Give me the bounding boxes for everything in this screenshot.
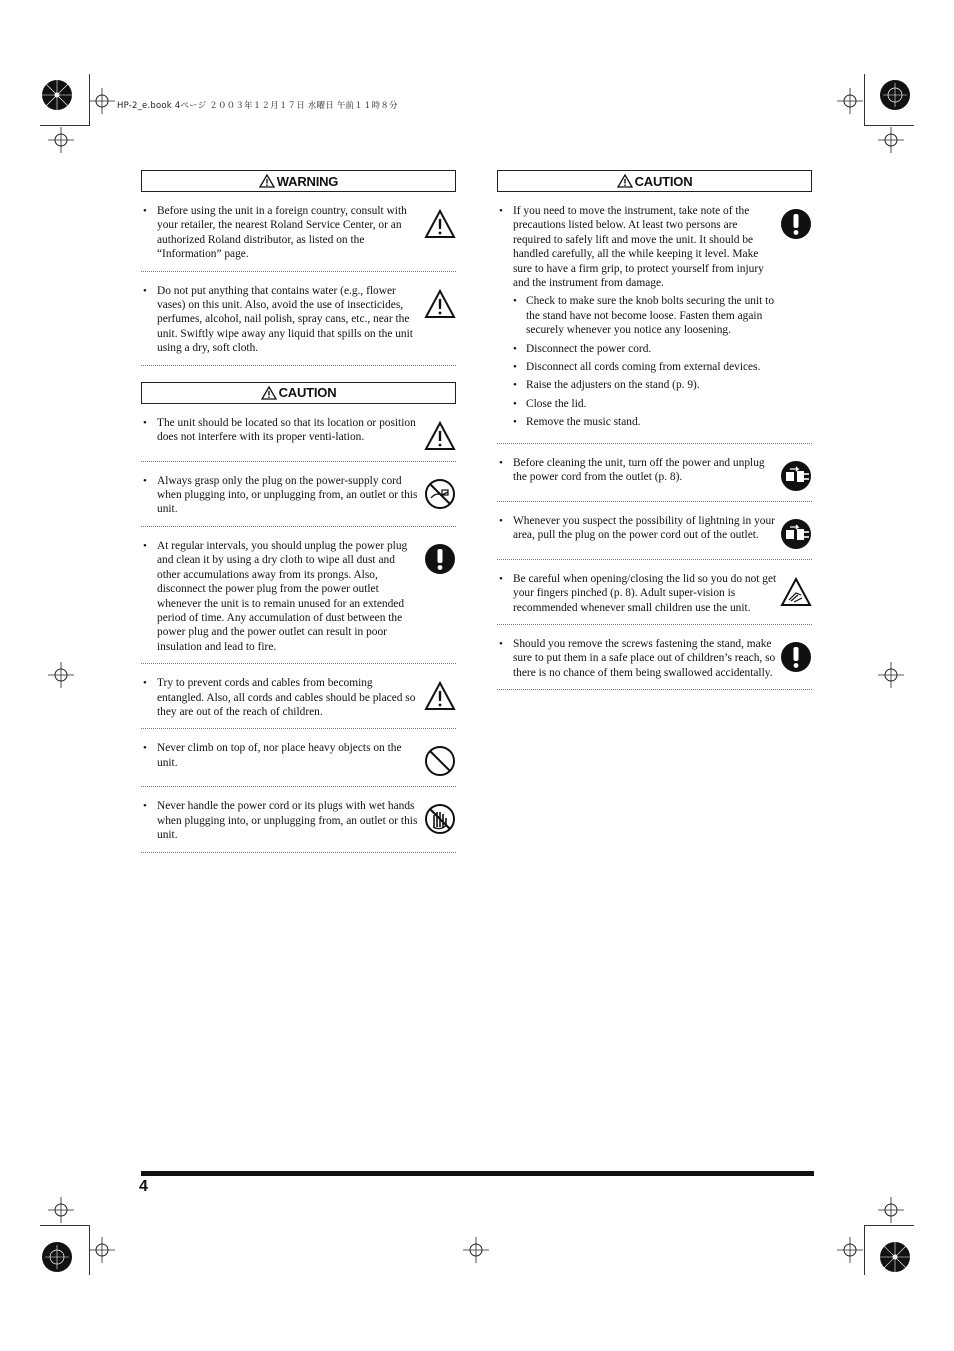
list-item: [497, 560, 812, 625]
registration-mark-icon: [878, 78, 912, 112]
list-item: [141, 787, 456, 852]
no-wet-hands-icon: [424, 803, 456, 835]
registration-mark-icon: [40, 1240, 74, 1274]
list-item: [141, 527, 456, 664]
registration-mark-icon: [878, 1240, 912, 1274]
list-item: [141, 192, 456, 272]
crosshair-mark-icon: [878, 127, 904, 153]
caution-heading-label: CAUTION: [634, 173, 693, 189]
warning-triangle-icon: [424, 288, 456, 320]
checklist-item: • Close the lid.: [513, 397, 777, 411]
trim-line: [89, 1225, 90, 1275]
item-text: • Do not put anything that contains water (e.g., flower vases) on this unit. Also, avoid the use of insecticides, perfumes, alcohol, nail polish, spray cans, etc., near the unit. Swiftly wipe away any liquid that spills on the unit using a dry, soft cloth.: [157, 284, 421, 356]
list-item: [497, 625, 812, 690]
crosshair-mark-icon: [89, 88, 115, 114]
unplug-icon: [780, 460, 812, 492]
checklist-item: • Remove the music stand.: [513, 415, 777, 429]
item-text: • The unit should be located so that its location or position does not interfere with its proper venti-lation.: [157, 416, 421, 445]
crosshair-mark-icon: [837, 1237, 863, 1263]
footer-rule: [141, 1171, 814, 1176]
trim-line: [40, 1225, 90, 1226]
exclamation-icon: [780, 641, 812, 673]
checklist-item: • Disconnect the power cord.: [513, 342, 777, 356]
list-item: [141, 664, 456, 729]
crosshair-mark-icon: [878, 662, 904, 688]
item-text: [513, 204, 777, 430]
crosshair-mark-icon: [878, 1197, 904, 1223]
trim-line: [89, 74, 90, 126]
crosshair-mark-icon: [48, 127, 74, 153]
warning-heading-label: WARNING: [276, 173, 339, 189]
crosshair-mark-icon: [48, 1197, 74, 1223]
book-header: HP-2_e.book 4ページ ２００３年１２月１７日 水曜日 午前１１時８分: [117, 101, 398, 111]
warning-triangle-icon: [424, 680, 456, 712]
list-item: [141, 272, 456, 366]
registration-mark-icon: [40, 78, 74, 112]
list-item: [497, 502, 812, 560]
finger-pinch-icon: [780, 576, 812, 608]
right-column: [497, 170, 812, 690]
item-text: • Should you remove the screws fastening the stand, make sure to put them in a safe place out of children’s reach, so there is no chance of them being swallowed accidentally.: [513, 637, 777, 680]
unplug-icon: [780, 518, 812, 550]
move-instructions-text: If you need to move the instrument, take note of the precautions listed below. At least two persons are required to safely lift and move the unit. It should be handled carefully, all the while keeping it level. Make sure to have a firm grip, to protect yourself from injury and the instrument from damage.: [513, 205, 764, 290]
trim-line: [864, 1225, 914, 1226]
list-item: [141, 462, 456, 527]
exclamation-icon: [780, 208, 812, 240]
item-text: • Always grasp only the plug on the power-supply cord when plugging into, or unplugging from, an outlet or this unit.: [157, 474, 421, 517]
warning-triangle-icon: [259, 174, 275, 188]
caution-heading-label: CAUTION: [278, 385, 337, 401]
prohibited-icon: [424, 745, 456, 777]
list-item: [497, 192, 812, 444]
item-text: • Try to prevent cords and cables from becoming entangled. Also, all cords and cables should be placed so they are out of the reach of children.: [157, 676, 421, 719]
page-number: 4: [139, 1178, 148, 1195]
item-text: • Before cleaning the unit, turn off the power and unplug the power cord from the outlet (p. 8).: [513, 456, 777, 485]
move-checklist: [513, 294, 777, 429]
trim-line: [864, 74, 865, 126]
trim-line: [40, 125, 90, 126]
warning-triangle-icon: [424, 420, 456, 452]
warning-triangle-icon: [261, 386, 277, 400]
checklist-item: • Check to make sure the knob bolts securing the unit to the stand have not become loose. Fasten them again securely whenever you notice any loosening.: [513, 294, 777, 337]
checklist-item: • Raise the adjusters on the stand (p. 9).: [513, 378, 777, 392]
crosshair-mark-icon: [48, 662, 74, 688]
no-pull-cord-icon: [424, 478, 456, 510]
trim-line: [864, 125, 914, 126]
caution-heading: [497, 170, 812, 192]
list-item: [141, 404, 456, 462]
warning-triangle-icon: [424, 208, 456, 240]
list-item: [497, 444, 812, 502]
crosshair-mark-icon: [837, 88, 863, 114]
trim-line: [864, 1225, 865, 1275]
exclamation-icon: [424, 543, 456, 575]
warning-heading: [141, 170, 456, 192]
item-text: • Never climb on top of, nor place heavy objects on the unit.: [157, 741, 421, 770]
item-text: • At regular intervals, you should unplug the power plug and clean it by using a dry cloth to wipe all dust and other accumulations away from its prongs. Also, disconnect the power plug from the power outlet whenever the unit is to remain unused for an extended period of time. Any accumulation of dust between the power plug and the power outlet can result in poor insulation and lead to fire.: [157, 539, 421, 654]
warning-triangle-icon: [617, 174, 633, 188]
caution-heading: [141, 382, 456, 404]
item-text: • Before using the unit in a foreign country, consult with your retailer, the nearest Roland Service Center, or an authorized Roland distributor, as listed on the “Information” page.: [157, 204, 421, 262]
item-text: • Whenever you suspect the possibility of lightning in your area, pull the plug on the power cord out of the outlet.: [513, 514, 777, 543]
crosshair-mark-icon: [463, 1237, 489, 1263]
item-text: • Never handle the power cord or its plugs with wet hands when plugging into, or unplugging from, an outlet or this unit.: [157, 799, 421, 842]
crosshair-mark-icon: [89, 1237, 115, 1263]
item-text: • Be careful when opening/closing the lid so you do not get your fingers pinched (p. 8). Adult super-vision is recommended whenever small children use the unit.: [513, 572, 777, 615]
list-item: [141, 729, 456, 787]
left-column: [141, 170, 456, 853]
checklist-item: • Disconnect all cords coming from external devices.: [513, 360, 777, 374]
